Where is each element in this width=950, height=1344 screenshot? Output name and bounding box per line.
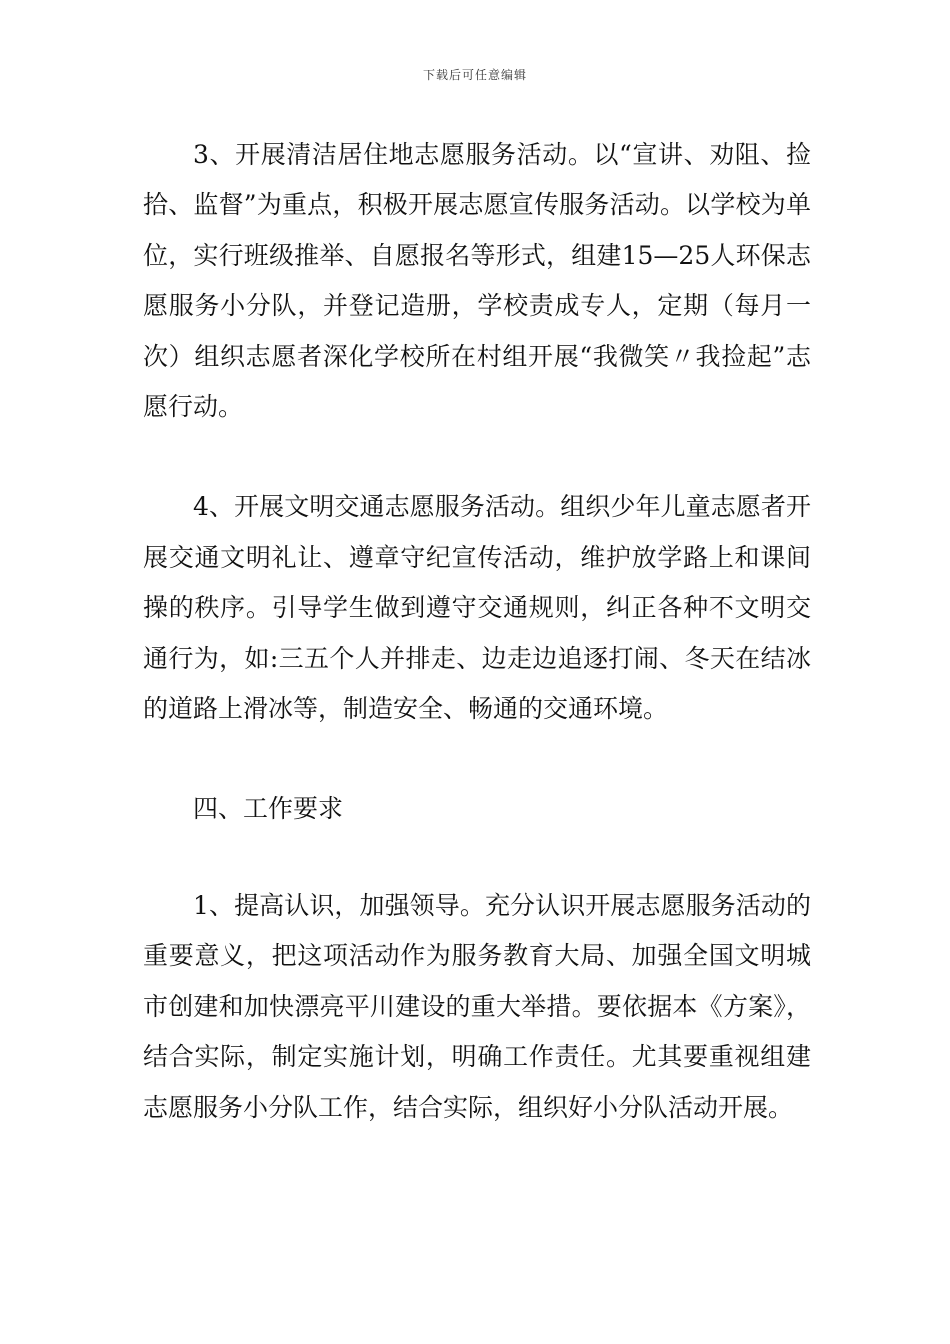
paragraph-clean-residence-activity: 3、开展清洁居住地志愿服务活动。以“宣讲、劝阻、捡拾、监督”为重点，积极开展志愿宣传服务活动。以学校为单位，实行班级推举、自愿报名等形式，组建15—25人环保志愿服务小分队，并登记造册，学校责成专人，定期（每月一次）组织志愿者深化学校所在村组开展“我微笑〃我捡起”志愿行动。 [143, 140, 811, 422]
paragraph-spacer [143, 734, 811, 784]
paragraph-raise-awareness: 1、提高认识，加强领导。充分认识开展志愿服务活动的重要意义，把这项活动作为服务教育大局、加强全国文明城市创建和加快漂亮平川建设的重大举措。要依据本《方案》，结合实际，制定实施计划，明确工作责任。尤其要重视组建志愿服务小分队工作，结合实际，组织好小分队活动开展。 [143, 890, 811, 1122]
page-header-note: 下载后可任意编辑 [422, 68, 527, 82]
document-body [143, 130, 811, 1133]
paragraph-civilized-traffic-activity: 4、开展文明交通志愿服务活动。组织少年儿童志愿者开展交通文明礼让、遵章守纪宣传活动，维护放学路上和课间操的秩序。引导学生做到遵守交通规则，纠正各种不文明交通行为，如:三五个人并排走、边走边追逐打闹、冬天在结冰的道路上滑冰等，制造安全、畅通的交通环境。 [143, 492, 811, 724]
paragraph-spacer [143, 432, 811, 482]
paragraph-spacer [143, 835, 811, 881]
section-heading-work-requirements: 四、工作要求 [193, 794, 344, 824]
